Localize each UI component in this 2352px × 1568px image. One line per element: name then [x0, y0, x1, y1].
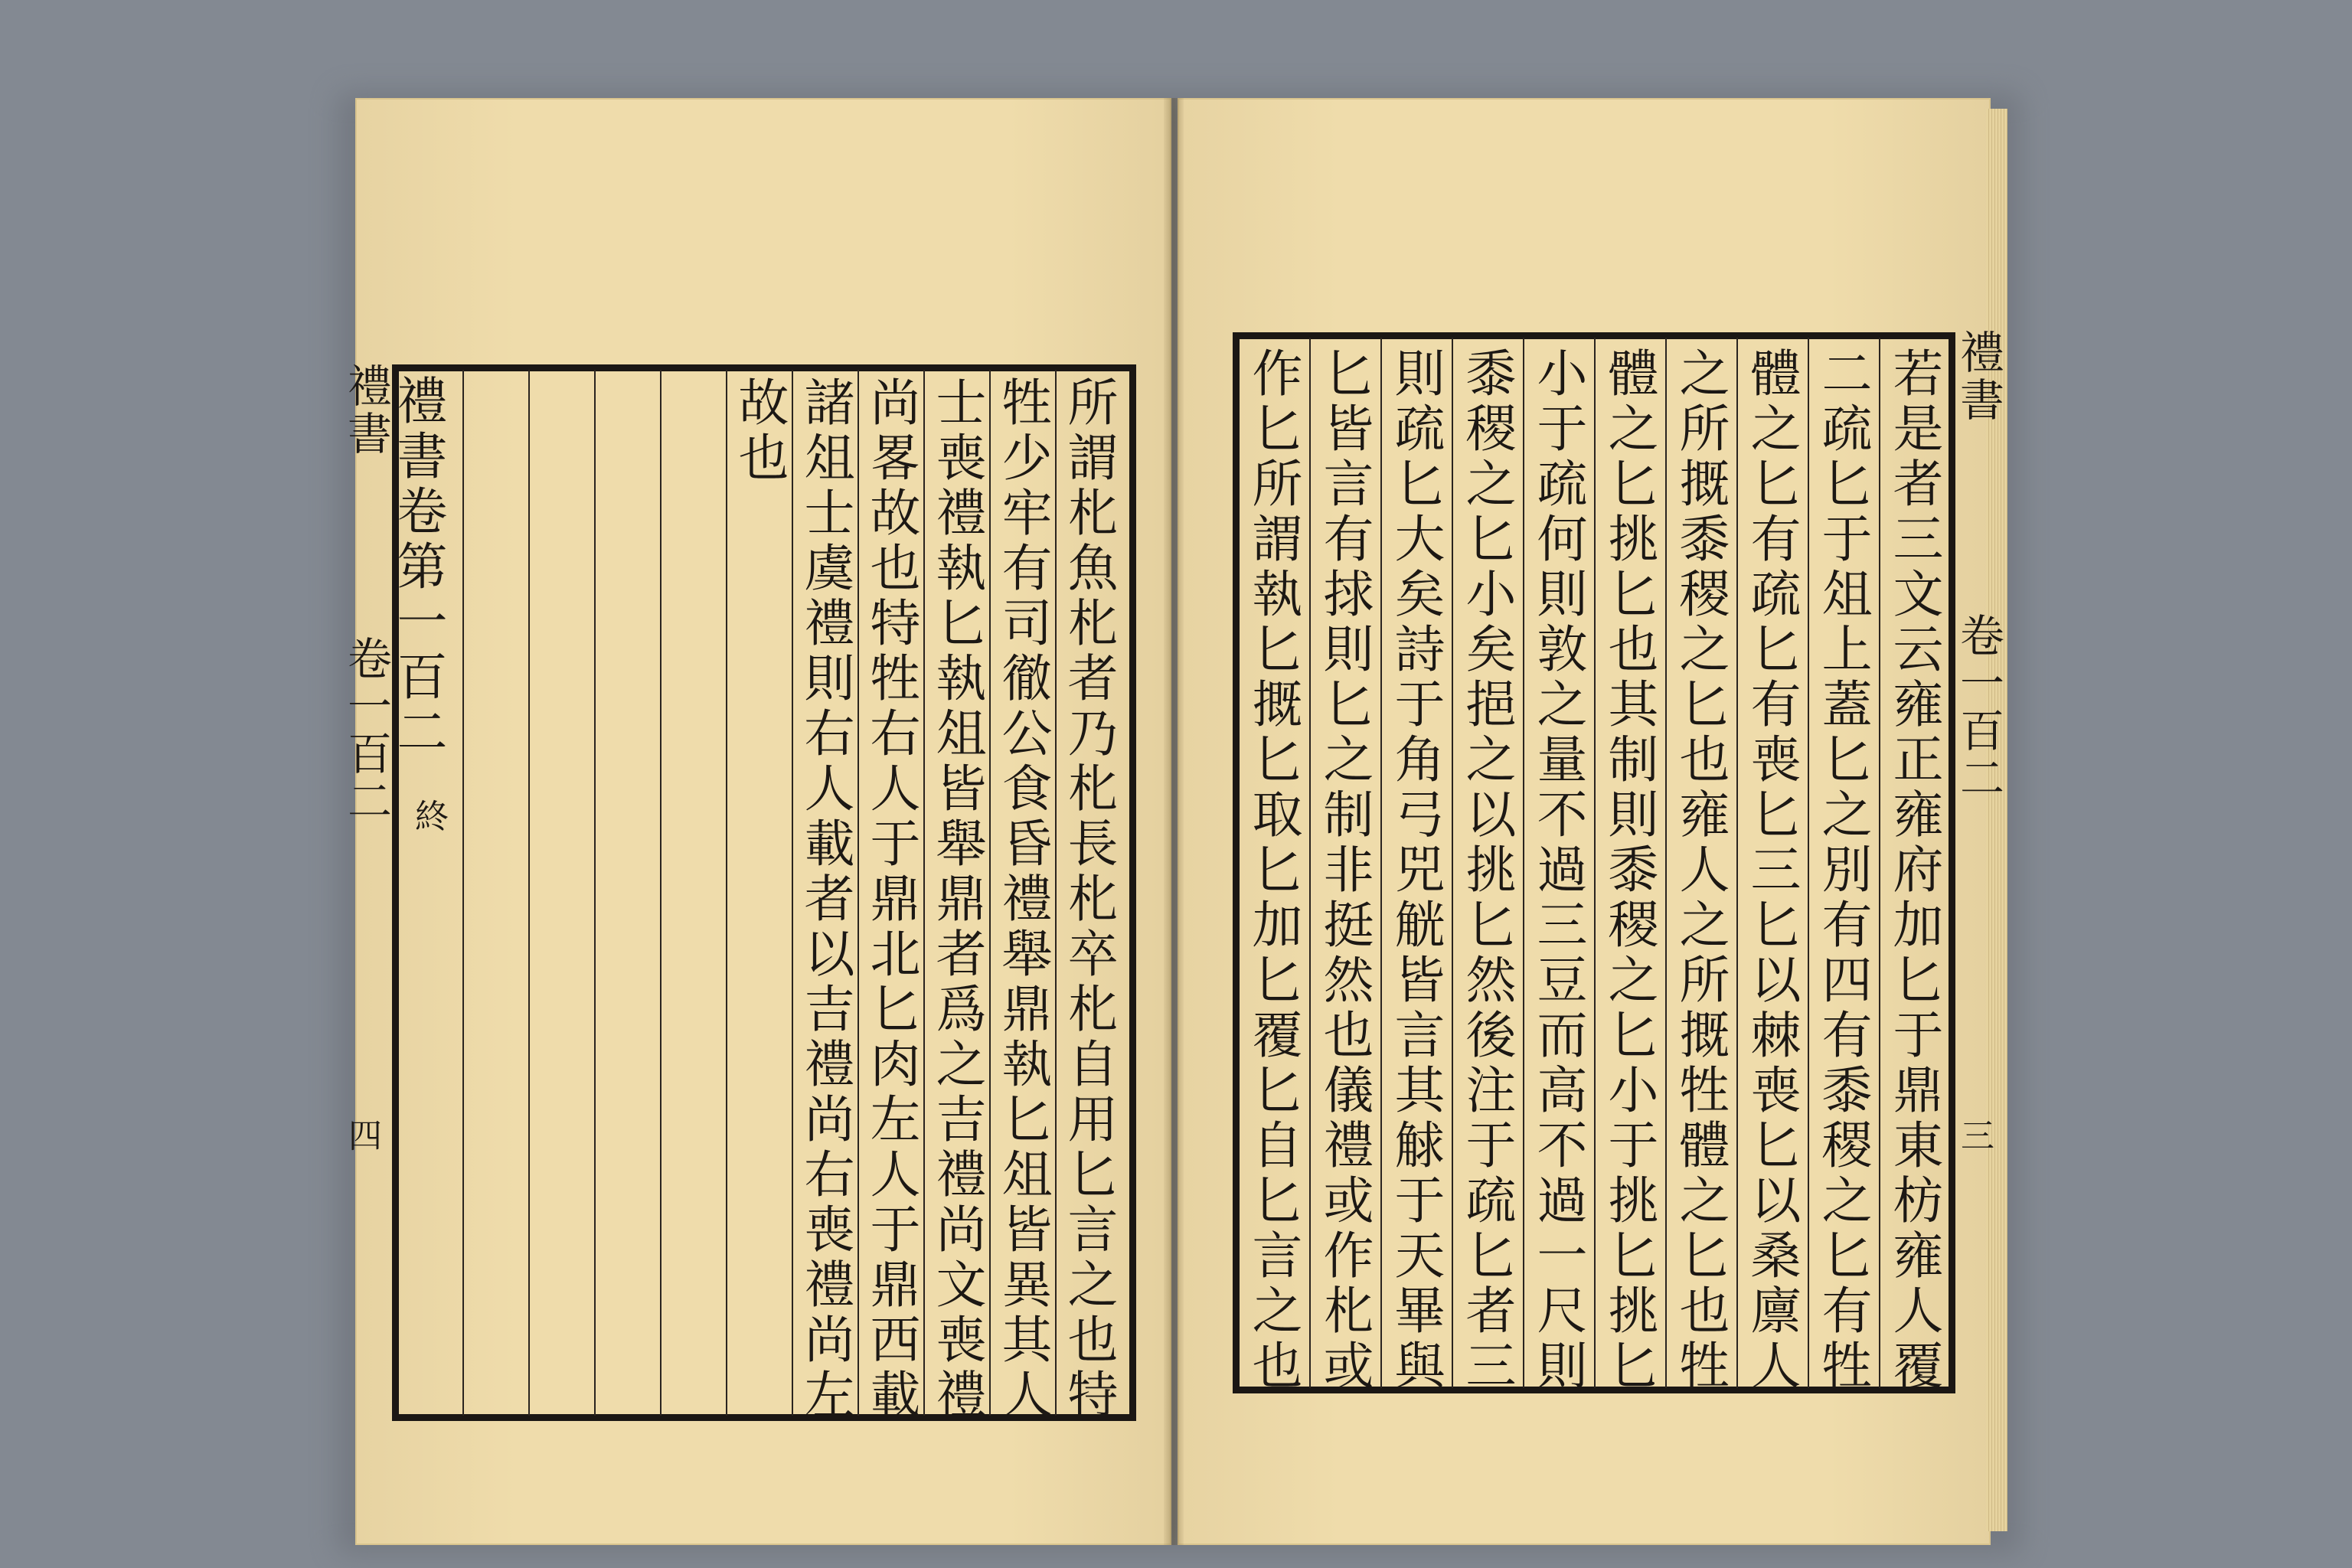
text-column-6: 小于疏何則敦之量不過三豆而高不過一尺則: [1528, 347, 1587, 1394]
column-rule: [792, 370, 793, 1416]
column-rule: [923, 370, 925, 1416]
right-page-frame: [1233, 332, 1955, 1393]
text-column-2: 二疏匕于俎上蓋匕之別有四有黍稷之匕有牲: [1813, 347, 1872, 1394]
left-page-frame: [388, 364, 1136, 1423]
text-column-4: 尚畧故也特牲右人于鼎北匕肉左人于鼎西載: [861, 376, 920, 1423]
column-rule: [1523, 338, 1524, 1388]
text-column-4: 之所摡黍稷之匕也雍人之所摡牲體之匕也牲: [1671, 347, 1730, 1394]
text-column-9: 匕皆言有捄則匕之制非挺然也儀禮或作朼或: [1315, 347, 1374, 1394]
left-margin-title: 禮書: [340, 363, 392, 458]
column-rule: [660, 370, 662, 1416]
text-column-8: 則疏匕大矣詩于角弓兕觥皆言其觩于天畢與: [1386, 347, 1445, 1394]
text-column-3: 士喪禮執匕執俎皆舉鼎者爲之吉禮尚文喪禮: [927, 376, 986, 1423]
left-margin-volume: 卷一百二: [340, 635, 392, 825]
right-margin-title: 禮書: [1952, 329, 2004, 424]
text-column-6: 故也: [730, 376, 789, 486]
column-rule: [1055, 370, 1057, 1416]
end-mark: 終: [409, 799, 448, 837]
right-margin-volume: 卷一百二: [1952, 612, 2004, 802]
column-rule: [594, 370, 596, 1416]
text-column-5: 體之匕挑匕也其制則黍稷之匕小于挑匕挑匕: [1599, 347, 1658, 1394]
text-column-5: 諸俎士虞禮則右人載者以吉禮尚右喪禮尚左: [795, 376, 854, 1423]
right-margin-leaf: 三: [1955, 1118, 1994, 1155]
text-column-2: 牲少牢有司徹公食昏禮舉鼎執匕俎皆異其人: [993, 376, 1052, 1423]
column-rule: [1665, 338, 1667, 1388]
text-column-10: 作匕所謂執匕摡匕取匕加匕覆匕自匕言之也: [1243, 347, 1302, 1394]
text-column-3: 體之匕有疏匕有喪匕三匕以棘喪匕以桑廪人: [1742, 347, 1801, 1394]
column-rule: [528, 370, 530, 1416]
column-rule: [1452, 338, 1453, 1388]
column-rule: [858, 370, 859, 1416]
column-rule: [989, 370, 991, 1416]
text-column-1: 若是者三文云雍正雍府加匕于鼎東枋雍人覆: [1884, 347, 1943, 1394]
column-rule: [1879, 338, 1880, 1388]
left-margin-leaf: 四: [342, 1118, 381, 1155]
column-rule: [1594, 338, 1596, 1388]
column-rule: [726, 370, 727, 1416]
end-title: 禮書卷第一百二: [388, 374, 447, 760]
column-rule: [462, 370, 464, 1416]
column-rule: [1736, 338, 1738, 1388]
page-edges: [1986, 109, 2007, 1531]
column-rule: [1808, 338, 1809, 1388]
column-rule: [1309, 338, 1311, 1388]
book-gutter: [1164, 98, 1184, 1545]
text-column-1: 所謂朼魚朼者乃朼長朼卒朼自用匕言之也特: [1059, 376, 1118, 1423]
text-column-7: 黍稷之匕小矣挹之以挑匕然後注于疏匕者三: [1457, 347, 1516, 1394]
column-rule: [1380, 338, 1382, 1388]
